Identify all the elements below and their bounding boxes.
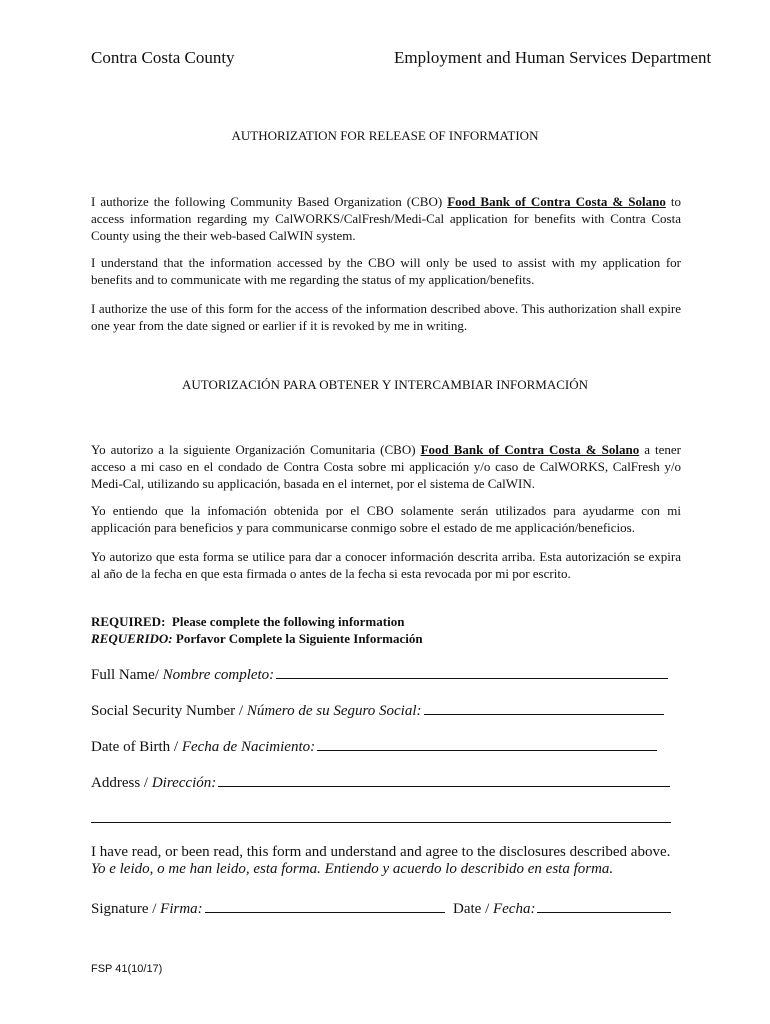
address-label: Address /	[91, 775, 152, 791]
address-line[interactable]	[218, 772, 670, 787]
english-org-name: Food Bank of Contra Costa & Solano	[447, 194, 666, 209]
spanish-paragraph-2: Yo entiendo que la infomación obtenida por el CBO solamente serán utilizados para ayudarme con mi applicación para beneficios y para communicarse conmigo sobre el estado de me applicación/beneficios.	[91, 503, 681, 535]
english-paragraph-2: I understand that the information accessed by the CBO will only be used to assist with my application for benefits and to communicate with me regarding the status of my application/benefits.	[91, 255, 681, 287]
spanish-org-name: Food Bank of Contra Costa & Solano	[420, 442, 640, 457]
required-label: REQUIRED:	[91, 614, 166, 629]
acknowledgement-english: I have read, or been read, this form and understand and agree to the disclosures described above.	[91, 844, 671, 860]
date-label: Date /	[453, 901, 493, 917]
dob-label-es: Fecha de Nacimiento:	[181, 739, 316, 755]
required-spanish	[91, 631, 423, 647]
english-paragraph-1	[91, 193, 681, 244]
spanish-p1-text-end: a tener acceso a mi caso en el condado de Contra Costa sobre mi applicación y/o caso de CalWORKS, CalFresh y/o Medi-Cal, utilizando su applicación, basada en el internet, por el sistema de CalWIN.	[91, 442, 681, 491]
ssn-label-es: Número de su Seguro Social:	[246, 703, 422, 719]
english-paragraph-3: I authorize the use of this form for the access of the information described above. This authorization shall expire one year from the date signed or earlier if it is revoked by me in writing.	[91, 301, 681, 333]
ssn-field[interactable]	[91, 700, 664, 720]
spanish-title: AUTORIZACIÓN PARA OBTENER Y INTERCAMBIAR INFORMACIÓN	[181, 377, 589, 392]
english-p1-text-start: I authorize the following Community Based Organization (CBO)	[91, 194, 448, 209]
requerido-text: Porfavor Complete la Siguiente Información	[175, 631, 423, 646]
english-p1-text-end: to access information regarding my CalWORKS/CalFresh/Medi-Cal application for benefits with Contra Costa County using the their web-based CalWIN system.	[91, 194, 681, 243]
signature-label-es: Firma:	[160, 901, 203, 917]
dob-field[interactable]	[91, 736, 657, 756]
county-name: Contra Costa County	[91, 48, 235, 67]
requerido-label: REQUERIDO:	[91, 631, 173, 646]
department-name: Employment and Human Services Department	[394, 48, 712, 67]
spanish-paragraph-3: Yo autorizo que esta forma se utilice para dar a conocer información descrita arriba. Esta autorización se expira al año de la fecha en que esta firmada o antes de la fecha si esta revocada por mi por escrito.	[91, 549, 681, 581]
full-name-label-es: Nombre completo:	[162, 667, 275, 683]
address-label-es: Dirección:	[151, 775, 217, 791]
signature-field[interactable]	[91, 898, 445, 918]
required-text: Please complete the following information	[171, 614, 405, 629]
ssn-label: Social Security Number /	[91, 703, 247, 719]
english-title: AUTHORIZATION FOR RELEASE OF INFORMATION	[231, 128, 539, 143]
full-name-field[interactable]	[91, 664, 668, 684]
address-line-2[interactable]	[91, 808, 671, 823]
ssn-line[interactable]	[424, 700, 664, 715]
full-name-label: Full Name/	[91, 667, 163, 683]
date-line[interactable]	[537, 898, 671, 913]
full-name-line[interactable]	[276, 664, 668, 679]
signature-label: Signature /	[91, 901, 161, 917]
required-english	[91, 614, 404, 630]
date-field[interactable]	[453, 898, 671, 918]
form-number: FSP 41(10/17)	[91, 963, 163, 975]
acknowledgement-spanish: Yo e leido, o me han leido, esta forma. Entiendo y acuerdo lo describido en esta forma.	[91, 861, 614, 877]
signature-line[interactable]	[205, 898, 445, 913]
spanish-paragraph-1	[91, 441, 681, 492]
date-label-es: Fecha:	[492, 901, 536, 917]
address-field[interactable]	[91, 772, 670, 792]
spanish-p1-text-start: Yo autorizo a la siguiente Organización Comunitaria (CBO)	[91, 442, 421, 457]
dob-label: Date of Birth /	[91, 739, 182, 755]
dob-line[interactable]	[317, 736, 657, 751]
